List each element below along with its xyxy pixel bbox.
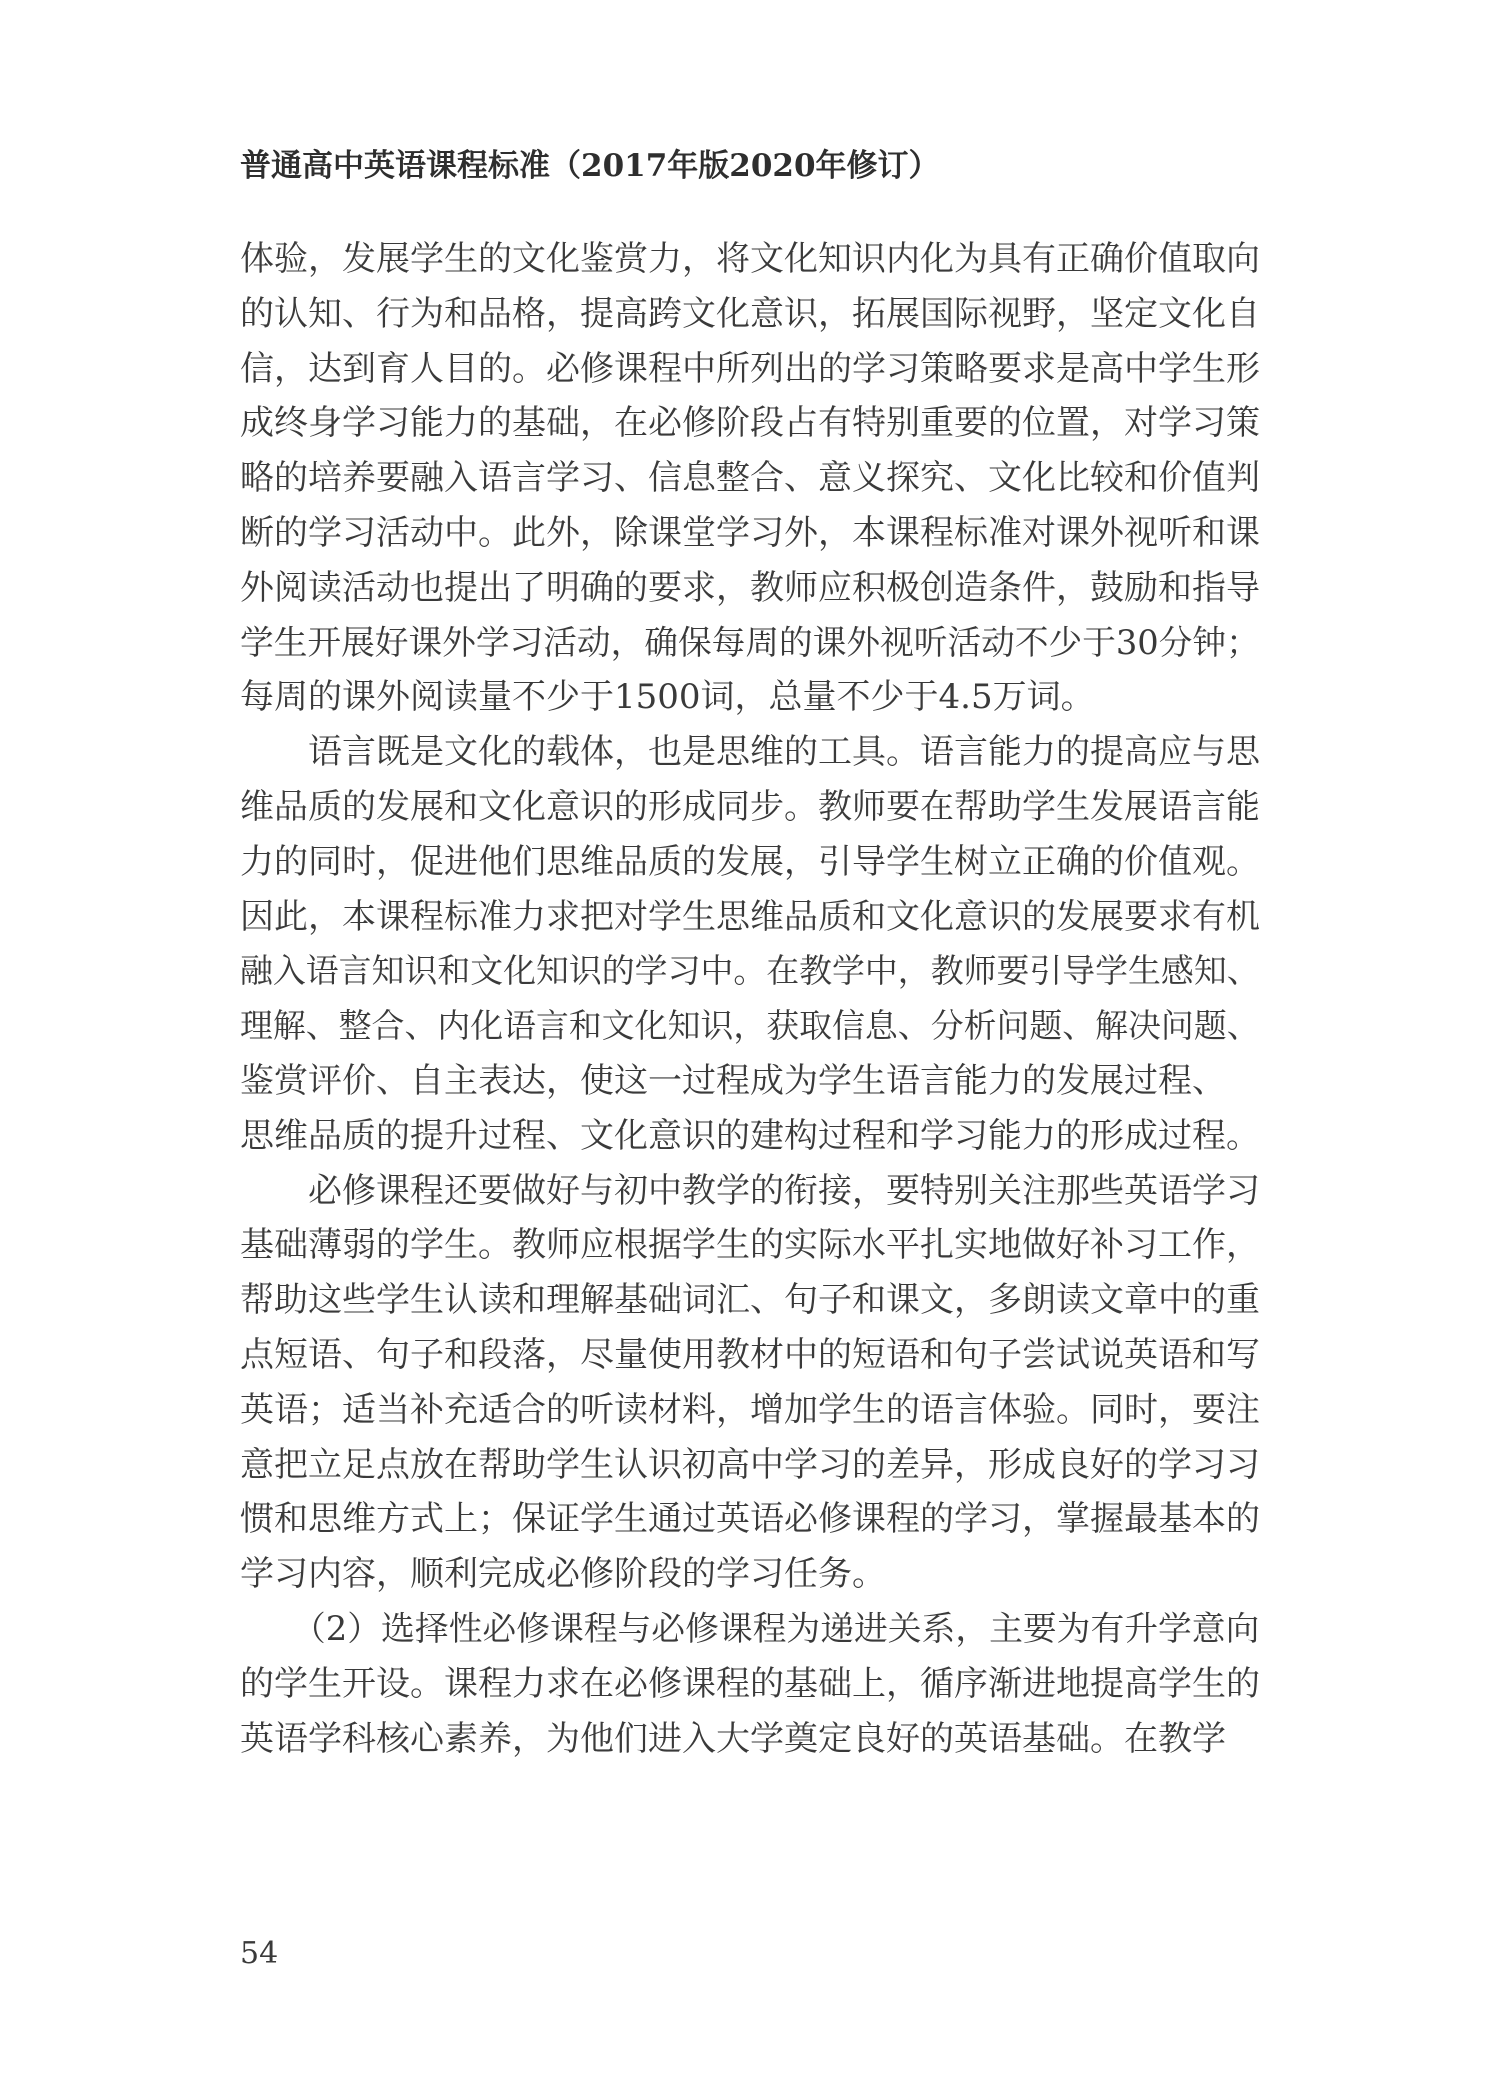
text-line: 略的培养要融入语言学习、信息整合、意义探究、文化比较和价值判 <box>240 458 1260 499</box>
text-line: 惯和思维方式上；保证学生通过英语必修课程的学习，掌握最基本的 <box>240 1499 1260 1540</box>
text-line: 帮助这些学生认读和理解基础词汇、句子和课文，多朗读文章中的重 <box>240 1280 1260 1321</box>
text-line: 力的同时，促进他们思维品质的发展，引导学生树立正确的价值观。 <box>240 841 1260 882</box>
text-line: 因此，本课程标准力求把对学生思维品质和文化意识的发展要求有机 <box>240 896 1260 937</box>
text-line: 信，达到育人目的。必修课程中所列出的学习策略要求是高中学生形 <box>240 348 1260 389</box>
text-line: 维品质的发展和文化意识的形成同步。教师要在帮助学生发展语言能 <box>240 786 1260 827</box>
text-line: 英语学科核心素养，为他们进入大学奠定良好的英语基础。在教学 <box>240 1718 1226 1759</box>
text-line: 点短语、句子和段落，尽量使用教材中的短语和句子尝试说英语和写 <box>240 1334 1260 1375</box>
text-line: 基础薄弱的学生。教师应根据学生的实际水平扎实地做好补习工作， <box>240 1225 1260 1266</box>
text-line: 理解、整合、内化语言和文化知识，获取信息、分析问题、解决问题、 <box>240 1006 1260 1046</box>
page-number: 54 <box>240 1936 279 1971</box>
text-line: 学生开展好课外学习活动，确保每周的课外视听活动不少于30分钟； <box>240 622 1260 662</box>
paragraph <box>240 1602 1260 1766</box>
text-line: （2）选择性必修课程与必修课程为递进关系，主要为有升学意向 <box>292 1608 1260 1648</box>
text-line: 体验，发展学生的文化鉴赏力，将文化知识内化为具有正确价值取向 <box>240 239 1260 279</box>
text-line: 每周的课外阅读量不少于1500词，总量不少于4.5万词。 <box>240 677 1095 718</box>
text-line: 成终身学习能力的基础，在必修阶段占有特别重要的位置，对学习策 <box>240 403 1260 444</box>
text-line: 英语；适当补充适合的听读材料，增加学生的语言体验。同时，要注 <box>240 1389 1260 1430</box>
paragraph <box>240 1164 1260 1602</box>
body-text <box>240 232 1260 1766</box>
paragraph <box>240 725 1260 1163</box>
text-line: 学习内容，顺利完成必修阶段的学习任务。 <box>240 1554 886 1595</box>
text-line: 必修课程还要做好与初中教学的衔接，要特别关注那些英语学习 <box>308 1170 1260 1211</box>
text-line: 的学生开设。课程力求在必修课程的基础上，循序渐进地提高学生的 <box>240 1663 1260 1704</box>
text-line: 断的学习活动中。此外，除课堂学习外，本课程标准对课外视听和课 <box>240 512 1260 553</box>
running-header: 普通高中英语课程标准（2017年版2020年修订） <box>240 148 940 184</box>
paragraph <box>240 232 1260 725</box>
text-line: 的认知、行为和品格，提高跨文化意识，拓展国际视野，坚定文化自 <box>240 293 1260 334</box>
text-line: 融入语言知识和文化知识的学习中。在教学中，教师要引导学生感知、 <box>240 951 1260 991</box>
text-line: 鉴赏评价、自主表达，使这一过程成为学生语言能力的发展过程、 <box>240 1060 1226 1101</box>
text-line: 思维品质的提升过程、文化意识的建构过程和学习能力的形成过程。 <box>240 1115 1260 1156</box>
text-line: 语言既是文化的载体，也是思维的工具。语言能力的提高应与思 <box>308 732 1260 773</box>
text-line: 外阅读活动也提出了明确的要求，教师应积极创造条件，鼓励和指导 <box>240 567 1260 608</box>
text-line: 意把立足点放在帮助学生认识初高中学习的差异，形成良好的学习习 <box>240 1444 1260 1485</box>
